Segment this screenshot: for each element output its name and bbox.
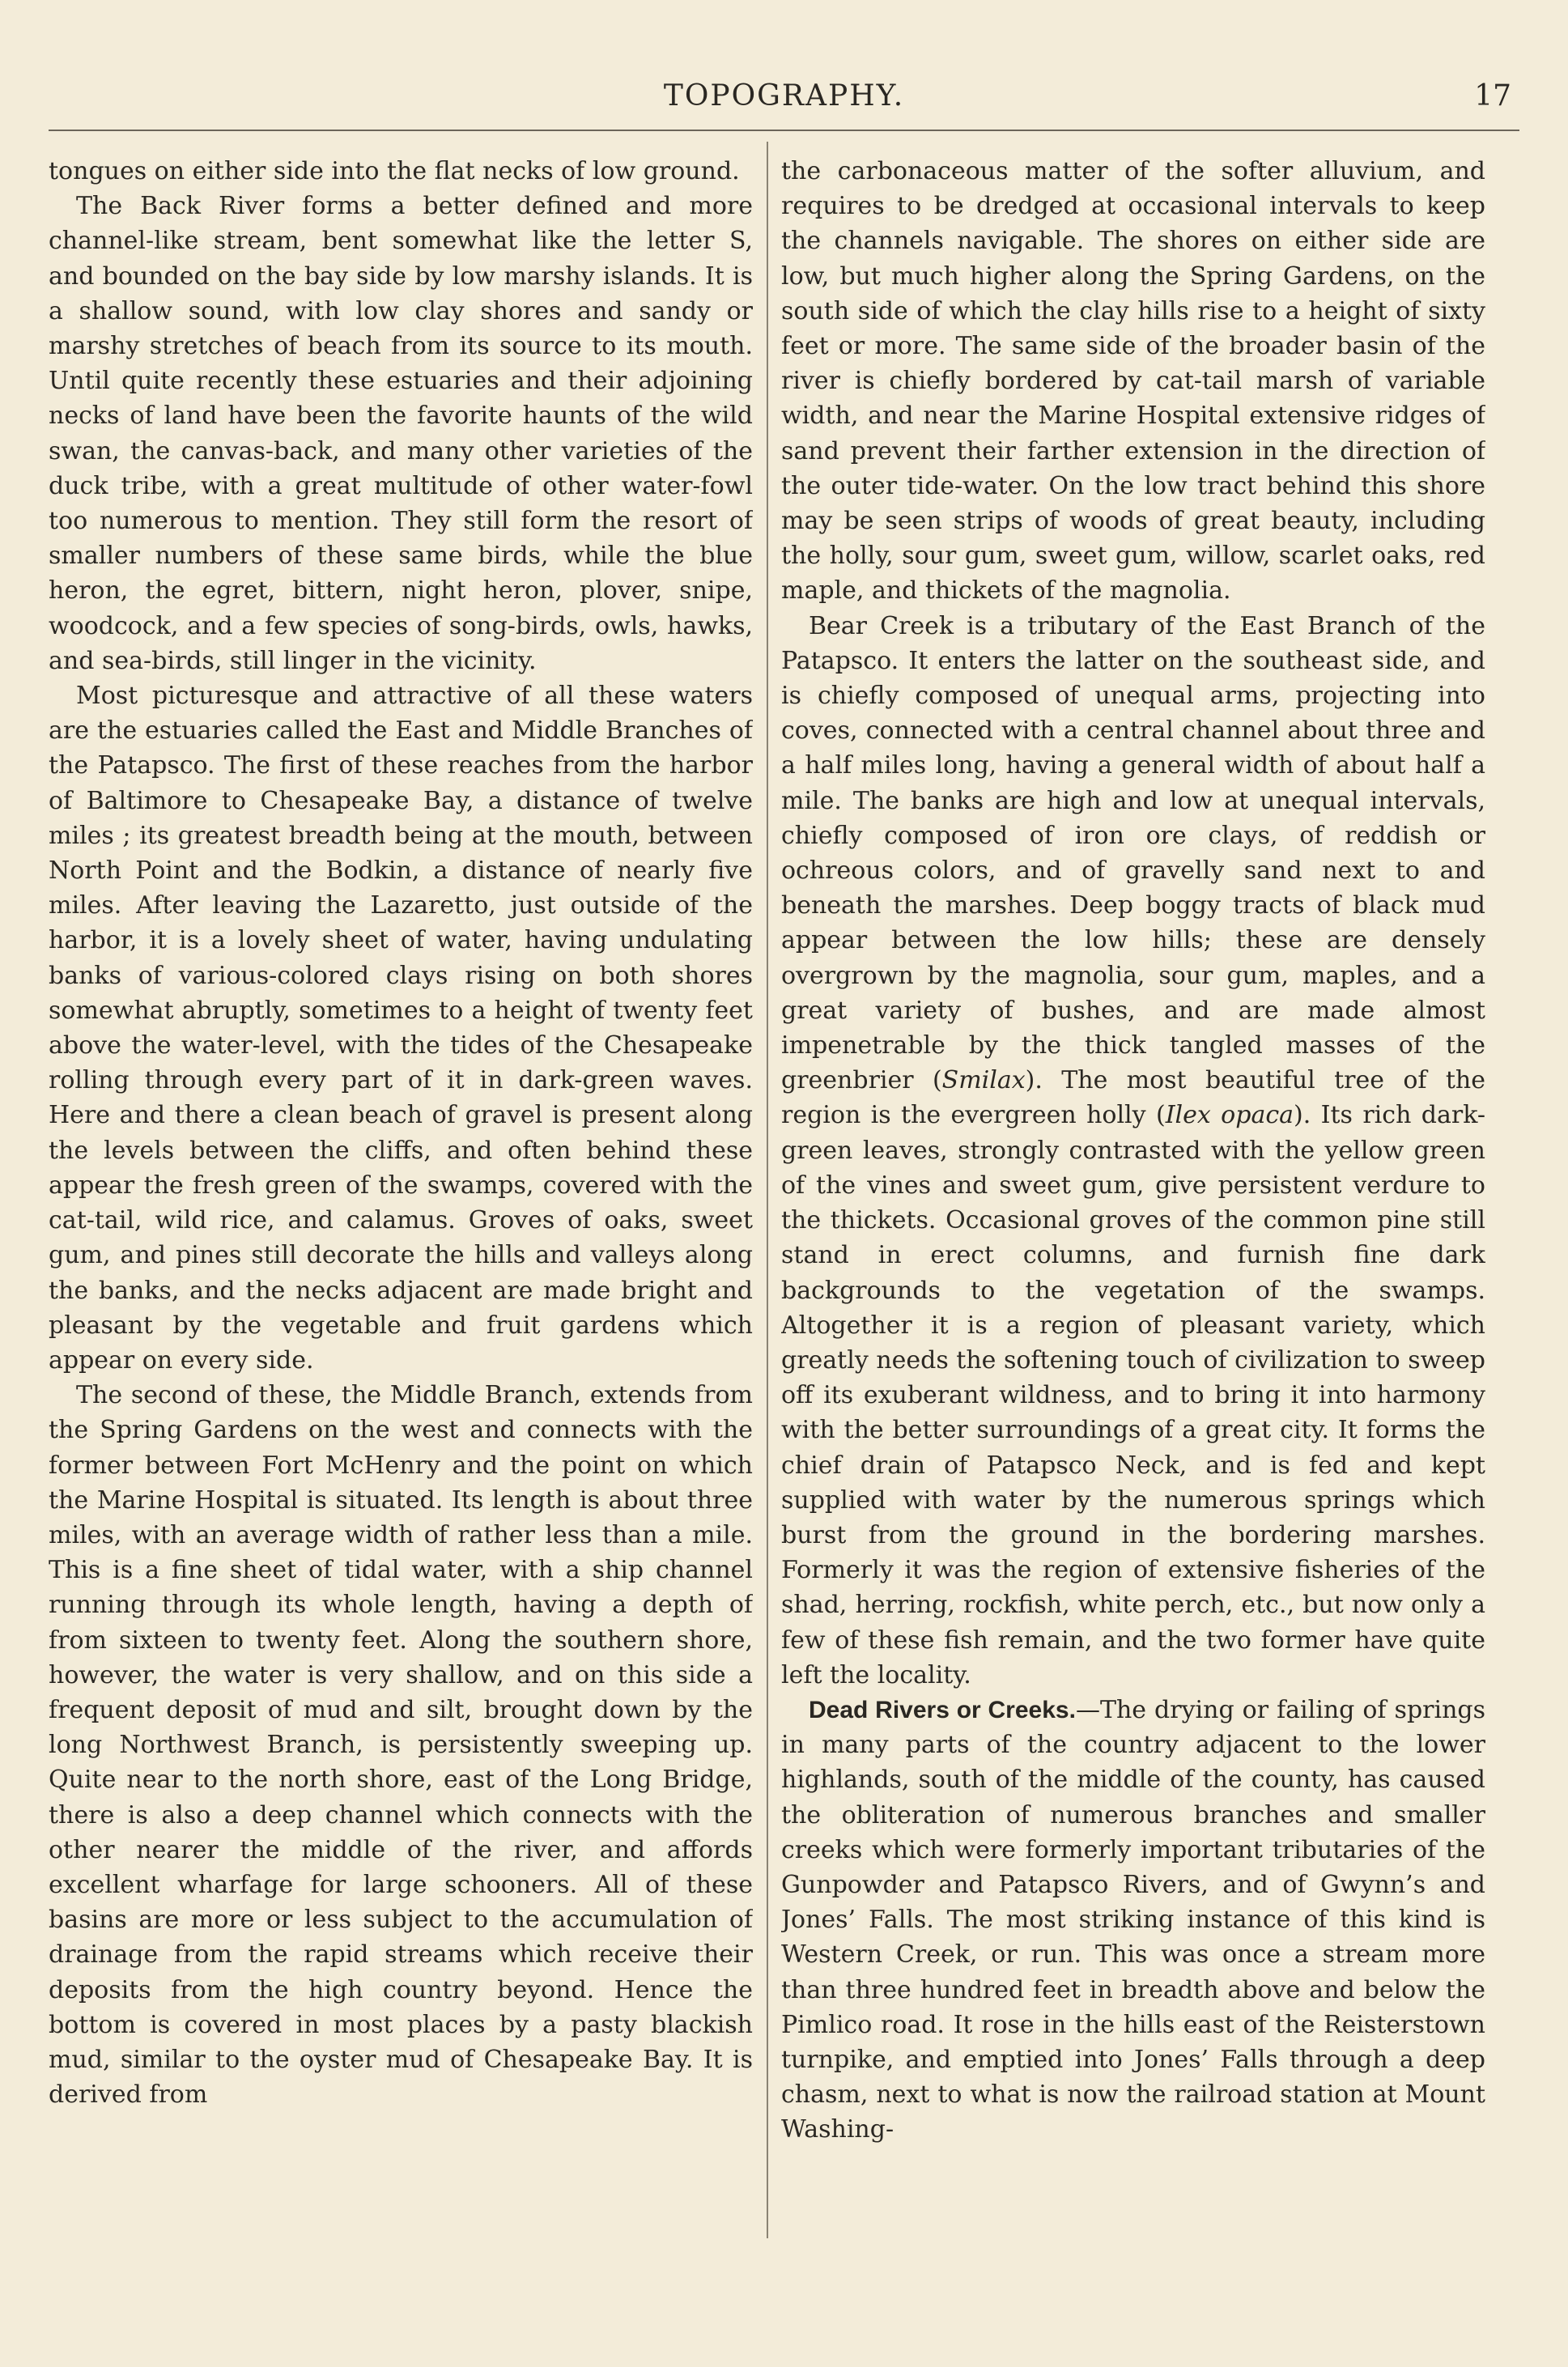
header-rule [49,130,1519,131]
text-run: ). Its rich dark-green leaves, strongly contrasted with the yellow green of the vines and sweet gum, give persistent verdure to the thickets. Occasional groves of the common pine still stand in erect columns, and furnish fine dark backgrounds to the vegetation of the swamps. Altogether it is a region of pleasant variety, which greatly needs the softening touch of civilization to sweep off its exuberant wildness, and to bring it into harmony with the better surroundings of a great city. It forms the chief drain of Patapsco Neck, and is fed and kept supplied with water by the numerous springs which burst from the ground in the bordering marshes. Formerly it was the region of extensive fisheries of the shad, herring, rockfish, white perch, etc., but now only a few of these fish remain, and the two former have quite left the locality. [781,1101,1485,1689]
column-rule [767,142,768,2238]
text-run: ). The most beautiful tree of the region is the evergreen holly ( [781,1066,1485,1130]
paragraph: the carbonaceous matter of the softer alluvium, and requires to be dredged at occasional intervals to keep the channels navigable. The shores on either side are low, but much higher along the Spring Gardens, on the south side of which the clay hills rise to a height of sixty feet or more. The same side of the broader basin of the river is chiefly bordered by cat-tail marsh of variable width, and near the Marine Hospital extensive ridges of sand prevent their farther extension in the direction of the outer tide-water. On the low tract behind this shore may be seen strips of woods of great beauty, including the holly, sour gum, sweet gum, willow, scarlet oaks, red maple, and thickets of the magnolia. [781,157,1485,606]
italic-term: Smilax [941,1066,1026,1095]
paragraph [781,1693,1485,2148]
italic-term: Ilex opaca [1165,1101,1294,1130]
section-heading: Dead Rivers or Creeks. [809,1696,1076,1723]
text-run: Bear Creek is a tributary of the East Branch of the Patapsco. It enters the latter on the southeast side, and is chiefly composed of unequal arms, projecting into coves, connected with a central channel about three and a half miles long, having a general width of about half a mile. The banks are high and low at unequal intervals, chiefly composed of iron ore clays, of reddish or ochreous colors, and of gravelly sand next to and beneath the marshes. Deep boggy tracts of black mud appear between the low hills; these are densely overgrown by the magnolia, sour gum, maples, and a great variety of bushes, and are made almost impenetrable by the thick tangled masses of the greenbrier ( [781,611,1485,1095]
paragraph: tongues on either side into the flat necks of low ground. [49,157,740,185]
page-header [49,73,1519,121]
running-head: TOPOGRAPHY. [663,79,905,113]
page-number: 17 [1474,79,1511,113]
paragraph: The second of these, the Middle Branch, extends from the Spring Gardens on the west and connects with the former between Fort McHenry and the point on which the Marine Hospital is situated. Its length is about three miles, with an average width of rather less than a mile. This is a fine sheet of tidal water, with a ship channel running through its whole length, having a depth of from sixteen to twenty feet. Along the southern shore, however, the water is very shallow, and on this side a frequent deposit of mud and silt, brought down by the long Northwest Branch, is persistently sweeping up. Quite near to the north shore, east of the Long Bridge, there is also a deep channel which connects with the other nearer the middle of the river, and affords excellent wharfage for large schooners. All of these basins are more or less subject to the accumulation of drainage from the rapid streams which receive their deposits from the high country beyond. Hence the bottom is covered in most places by a pasty blackish mud, similar to the oyster mud of Chesapeake Bay. It is derived from [49,1381,753,2110]
paragraph: Most picturesque and attractive of all these waters are the estuaries called the East and Middle Branches of the Patapsco. The first of these reaches from the harbor of Baltimore to Chesapeake Bay, a distance of twelve miles ; its greatest breadth being at the mouth, between North Point and the Bodkin, a distance of nearly five miles. After leaving the Lazaretto, just outside of the harbor, it is a lovely sheet of water, having undulating banks of various-colored clays rising on both shores somewhat abruptly, sometimes to a height of twenty feet above the water-level, with the tides of the Chesapeake rolling through every part of it in dark-green waves. Here and there a clean beach of gravel is present along the levels between the cliffs, and often behind these appear the fresh green of the swamps, covered with the cat-tail, wild rice, and calamus. Groves of oaks, sweet gum, and pines still decorate the hills and valleys along the banks, and the necks adjacent are made bright and pleasant by the vegetable and fruit gardens which appear on every side. [49,682,753,1375]
paragraph: The Back River forms a better defined and more channel-like stream, bent somewhat like the letter S, and bounded on the bay side by low marshy islands. It is a shallow sound, with low clay shores and sandy or marshy stretches of beach from its source to its mouth. Until quite recently these estuaries and their adjoining necks of land have been the favorite haunts of the wild swan, the canvas-back, and many other varieties of the duck tribe, with a great multitude of other water-fowl too numerous to mention. They still form the resort of smaller numbers of these same birds, while the blue heron, the egret, bittern, night heron, plover, snipe, woodcock, and a few species of song-birds, owls, hawks, and sea-birds, still linger in the vicinity. [49,192,753,675]
paragraph [781,609,1485,1693]
left-column [49,154,753,2323]
right-column [781,154,1485,2323]
text-run: —The drying or failing of springs in many parts of the country adjacent to the lower highlands, south of the middle of the county, has caused the obliteration of numerous branches and smaller creeks which were formerly important tributaries of the Gunpowder and Patapsco Rivers, and of Gwynn’s and Jones’ Falls. The most striking instance of this kind is Western Creek, or run. This was once a stream more than three hundred feet in breadth above and below the Pimlico road. It rose in the hills east of the Reisterstown turnpike, and emptied into Jones’ Falls through a deep chasm, next to what is now the railroad station at Mount Washing- [781,1695,1485,2144]
